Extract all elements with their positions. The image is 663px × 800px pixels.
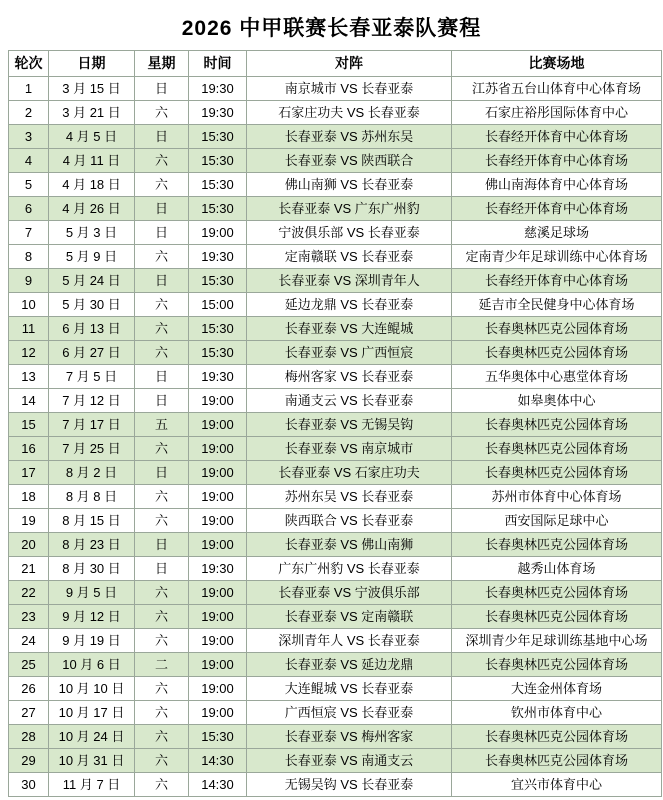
cell-time: 19:30 <box>189 245 247 269</box>
cell-venue: 钦州市体育中心 <box>452 701 662 725</box>
cell-time: 19:00 <box>189 581 247 605</box>
cell-weekday: 日 <box>135 77 189 101</box>
cell-time: 15:30 <box>189 149 247 173</box>
column-header-date: 日期 <box>49 51 135 77</box>
cell-time: 19:30 <box>189 365 247 389</box>
cell-venue: 长春奥林匹克公园体育场 <box>452 605 662 629</box>
table-body <box>9 77 662 797</box>
cell-date: 8 月 30 日 <box>49 557 135 581</box>
cell-weekday: 六 <box>135 605 189 629</box>
cell-weekday: 六 <box>135 629 189 653</box>
cell-time: 15:30 <box>189 317 247 341</box>
table-row <box>9 293 662 317</box>
cell-match: 宁波俱乐部 VS 长春亚泰 <box>247 221 452 245</box>
cell-date: 6 月 27 日 <box>49 341 135 365</box>
cell-date: 7 月 17 日 <box>49 413 135 437</box>
table-row <box>9 605 662 629</box>
cell-time: 19:00 <box>189 509 247 533</box>
cell-match: 长春亚泰 VS 定南赣联 <box>247 605 452 629</box>
cell-time: 19:00 <box>189 677 247 701</box>
cell-round: 17 <box>9 461 49 485</box>
table-row <box>9 125 662 149</box>
cell-round: 6 <box>9 197 49 221</box>
cell-date: 9 月 5 日 <box>49 581 135 605</box>
cell-round: 29 <box>9 749 49 773</box>
cell-time: 19:00 <box>189 701 247 725</box>
cell-match: 长春亚泰 VS 南通支云 <box>247 749 452 773</box>
cell-date: 6 月 13 日 <box>49 317 135 341</box>
cell-time: 15:30 <box>189 269 247 293</box>
cell-round: 3 <box>9 125 49 149</box>
cell-time: 19:30 <box>189 77 247 101</box>
cell-time: 19:00 <box>189 461 247 485</box>
cell-venue: 长春奥林匹克公园体育场 <box>452 437 662 461</box>
cell-round: 7 <box>9 221 49 245</box>
cell-date: 10 月 10 日 <box>49 677 135 701</box>
cell-round: 24 <box>9 629 49 653</box>
cell-round: 10 <box>9 293 49 317</box>
cell-match: 长春亚泰 VS 苏州东吴 <box>247 125 452 149</box>
cell-round: 23 <box>9 605 49 629</box>
cell-venue: 长春奥林匹克公园体育场 <box>452 653 662 677</box>
cell-date: 8 月 15 日 <box>49 509 135 533</box>
header-row <box>9 51 662 77</box>
cell-date: 3 月 21 日 <box>49 101 135 125</box>
cell-venue: 石家庄裕彤国际体育中心 <box>452 101 662 125</box>
cell-time: 19:30 <box>189 557 247 581</box>
column-header-round: 轮次 <box>9 51 49 77</box>
table-row <box>9 173 662 197</box>
cell-round: 11 <box>9 317 49 341</box>
cell-date: 4 月 18 日 <box>49 173 135 197</box>
table-row <box>9 701 662 725</box>
cell-round: 18 <box>9 485 49 509</box>
cell-date: 3 月 15 日 <box>49 77 135 101</box>
table-row <box>9 557 662 581</box>
cell-venue: 长春经开体育中心体育场 <box>452 125 662 149</box>
cell-venue: 定南青少年足球训练中心体育场 <box>452 245 662 269</box>
cell-venue: 长春经开体育中心体育场 <box>452 149 662 173</box>
cell-date: 10 月 24 日 <box>49 725 135 749</box>
table-row <box>9 77 662 101</box>
cell-round: 9 <box>9 269 49 293</box>
table-row <box>9 485 662 509</box>
table-row <box>9 197 662 221</box>
cell-venue: 长春奥林匹克公园体育场 <box>452 725 662 749</box>
cell-venue: 如皋奥体中心 <box>452 389 662 413</box>
cell-date: 5 月 9 日 <box>49 245 135 269</box>
table-row <box>9 509 662 533</box>
cell-weekday: 日 <box>135 365 189 389</box>
cell-weekday: 六 <box>135 677 189 701</box>
cell-match: 长春亚泰 VS 宁波俱乐部 <box>247 581 452 605</box>
cell-match: 长春亚泰 VS 南京城市 <box>247 437 452 461</box>
cell-match: 苏州东吴 VS 长春亚泰 <box>247 485 452 509</box>
cell-round: 1 <box>9 77 49 101</box>
cell-time: 15:30 <box>189 125 247 149</box>
cell-time: 19:00 <box>189 389 247 413</box>
cell-date: 10 月 6 日 <box>49 653 135 677</box>
table-row <box>9 413 662 437</box>
cell-weekday: 六 <box>135 701 189 725</box>
cell-date: 7 月 12 日 <box>49 389 135 413</box>
cell-venue: 五华奥体中心惠堂体育场 <box>452 365 662 389</box>
cell-round: 8 <box>9 245 49 269</box>
cell-venue: 苏州市体育中心体育场 <box>452 485 662 509</box>
cell-time: 15:00 <box>189 293 247 317</box>
cell-match: 长春亚泰 VS 梅州客家 <box>247 725 452 749</box>
cell-weekday: 日 <box>135 197 189 221</box>
cell-weekday: 六 <box>135 101 189 125</box>
cell-venue: 西安国际足球中心 <box>452 509 662 533</box>
cell-match: 石家庄功夫 VS 长春亚泰 <box>247 101 452 125</box>
cell-weekday: 六 <box>135 725 189 749</box>
cell-round: 27 <box>9 701 49 725</box>
cell-venue: 佛山南海体育中心体育场 <box>452 173 662 197</box>
cell-time: 19:00 <box>189 533 247 557</box>
cell-round: 21 <box>9 557 49 581</box>
cell-time: 19:00 <box>189 605 247 629</box>
cell-weekday: 六 <box>135 293 189 317</box>
cell-weekday: 六 <box>135 581 189 605</box>
cell-weekday: 六 <box>135 317 189 341</box>
cell-venue: 深圳青少年足球训练基地中心场 <box>452 629 662 653</box>
cell-round: 26 <box>9 677 49 701</box>
cell-venue: 长春奥林匹克公园体育场 <box>452 581 662 605</box>
cell-date: 8 月 23 日 <box>49 533 135 557</box>
cell-match: 长春亚泰 VS 广东广州豹 <box>247 197 452 221</box>
cell-venue: 大连金州体育场 <box>452 677 662 701</box>
table-row <box>9 317 662 341</box>
table-row <box>9 149 662 173</box>
schedule-table <box>8 50 662 797</box>
cell-time: 15:30 <box>189 173 247 197</box>
cell-match: 定南赣联 VS 长春亚泰 <box>247 245 452 269</box>
cell-weekday: 六 <box>135 509 189 533</box>
cell-weekday: 日 <box>135 557 189 581</box>
table-row <box>9 269 662 293</box>
column-header-venue: 比赛场地 <box>452 51 662 77</box>
cell-date: 4 月 5 日 <box>49 125 135 149</box>
table-row <box>9 437 662 461</box>
cell-match: 长春亚泰 VS 广西恒宸 <box>247 341 452 365</box>
cell-date: 4 月 11 日 <box>49 149 135 173</box>
cell-match: 无锡吴钩 VS 长春亚泰 <box>247 773 452 797</box>
cell-match: 长春亚泰 VS 佛山南狮 <box>247 533 452 557</box>
cell-match: 南京城市 VS 长春亚泰 <box>247 77 452 101</box>
cell-round: 20 <box>9 533 49 557</box>
cell-weekday: 日 <box>135 533 189 557</box>
cell-match: 陕西联合 VS 长春亚泰 <box>247 509 452 533</box>
cell-round: 22 <box>9 581 49 605</box>
page-title: 2026 中甲联赛长春亚泰队赛程 <box>181 17 482 40</box>
cell-venue: 江苏省五台山体育中心体育场 <box>452 77 662 101</box>
table-row <box>9 389 662 413</box>
cell-round: 13 <box>9 365 49 389</box>
table-row <box>9 341 662 365</box>
cell-date: 10 月 31 日 <box>49 749 135 773</box>
cell-date: 5 月 3 日 <box>49 221 135 245</box>
cell-venue: 长春奥林匹克公园体育场 <box>452 413 662 437</box>
cell-time: 19:30 <box>189 101 247 125</box>
cell-time: 14:30 <box>189 749 247 773</box>
cell-venue: 长春奥林匹克公园体育场 <box>452 341 662 365</box>
table-row <box>9 461 662 485</box>
cell-round: 19 <box>9 509 49 533</box>
cell-match: 长春亚泰 VS 深圳青年人 <box>247 269 452 293</box>
cell-time: 19:00 <box>189 413 247 437</box>
cell-round: 28 <box>9 725 49 749</box>
column-header-time: 时间 <box>189 51 247 77</box>
table-row <box>9 581 662 605</box>
cell-round: 5 <box>9 173 49 197</box>
table-header <box>9 51 662 77</box>
cell-date: 11 月 7 日 <box>49 773 135 797</box>
cell-weekday: 六 <box>135 173 189 197</box>
cell-venue: 延吉市全民健身中心体育场 <box>452 293 662 317</box>
cell-weekday: 六 <box>135 773 189 797</box>
cell-date: 10 月 17 日 <box>49 701 135 725</box>
cell-date: 9 月 12 日 <box>49 605 135 629</box>
cell-weekday: 五 <box>135 413 189 437</box>
cell-match: 广西恒宸 VS 长春亚泰 <box>247 701 452 725</box>
cell-time: 19:00 <box>189 221 247 245</box>
table-row <box>9 101 662 125</box>
cell-weekday: 六 <box>135 749 189 773</box>
cell-time: 15:30 <box>189 341 247 365</box>
cell-venue: 慈溪足球场 <box>452 221 662 245</box>
column-header-weekday: 星期 <box>135 51 189 77</box>
cell-round: 14 <box>9 389 49 413</box>
cell-match: 长春亚泰 VS 大连鲲城 <box>247 317 452 341</box>
cell-weekday: 日 <box>135 125 189 149</box>
cell-date: 7 月 5 日 <box>49 365 135 389</box>
cell-venue: 长春奥林匹克公园体育场 <box>452 533 662 557</box>
cell-venue: 长春奥林匹克公园体育场 <box>452 317 662 341</box>
cell-round: 15 <box>9 413 49 437</box>
cell-match: 长春亚泰 VS 石家庄功夫 <box>247 461 452 485</box>
table-row <box>9 629 662 653</box>
cell-venue: 长春奥林匹克公园体育场 <box>452 749 662 773</box>
cell-round: 25 <box>9 653 49 677</box>
cell-date: 8 月 8 日 <box>49 485 135 509</box>
cell-match: 深圳青年人 VS 长春亚泰 <box>247 629 452 653</box>
cell-weekday: 日 <box>135 269 189 293</box>
cell-time: 19:00 <box>189 485 247 509</box>
table-row <box>9 749 662 773</box>
cell-date: 4 月 26 日 <box>49 197 135 221</box>
cell-date: 5 月 30 日 <box>49 293 135 317</box>
cell-time: 14:30 <box>189 773 247 797</box>
table-row <box>9 245 662 269</box>
cell-match: 佛山南狮 VS 长春亚泰 <box>247 173 452 197</box>
cell-weekday: 日 <box>135 221 189 245</box>
cell-match: 大连鲲城 VS 长春亚泰 <box>247 677 452 701</box>
table-row <box>9 221 662 245</box>
table-row <box>9 773 662 797</box>
column-header-match: 对阵 <box>247 51 452 77</box>
cell-date: 5 月 24 日 <box>49 269 135 293</box>
table-row <box>9 533 662 557</box>
cell-time: 15:30 <box>189 197 247 221</box>
cell-weekday: 六 <box>135 437 189 461</box>
table-row <box>9 677 662 701</box>
cell-venue: 长春经开体育中心体育场 <box>452 269 662 293</box>
cell-match: 梅州客家 VS 长春亚泰 <box>247 365 452 389</box>
cell-date: 9 月 19 日 <box>49 629 135 653</box>
cell-time: 19:00 <box>189 629 247 653</box>
cell-match: 长春亚泰 VS 延边龙鼎 <box>247 653 452 677</box>
cell-time: 19:00 <box>189 653 247 677</box>
table-row <box>9 653 662 677</box>
cell-match: 南通支云 VS 长春亚泰 <box>247 389 452 413</box>
cell-date: 7 月 25 日 <box>49 437 135 461</box>
cell-round: 12 <box>9 341 49 365</box>
cell-round: 30 <box>9 773 49 797</box>
table-row <box>9 365 662 389</box>
cell-venue: 长春奥林匹克公园体育场 <box>452 461 662 485</box>
cell-weekday: 六 <box>135 245 189 269</box>
table-row <box>9 725 662 749</box>
cell-weekday: 日 <box>135 461 189 485</box>
cell-weekday: 二 <box>135 653 189 677</box>
cell-weekday: 六 <box>135 341 189 365</box>
cell-round: 4 <box>9 149 49 173</box>
cell-time: 15:30 <box>189 725 247 749</box>
cell-round: 16 <box>9 437 49 461</box>
cell-match: 广东广州豹 VS 长春亚泰 <box>247 557 452 581</box>
cell-match: 长春亚泰 VS 无锡吴钩 <box>247 413 452 437</box>
cell-weekday: 六 <box>135 149 189 173</box>
cell-round: 2 <box>9 101 49 125</box>
cell-time: 19:00 <box>189 437 247 461</box>
cell-match: 长春亚泰 VS 陕西联合 <box>247 149 452 173</box>
cell-venue: 越秀山体育场 <box>452 557 662 581</box>
cell-date: 8 月 2 日 <box>49 461 135 485</box>
cell-match: 延边龙鼎 VS 长春亚泰 <box>247 293 452 317</box>
cell-venue: 长春经开体育中心体育场 <box>452 197 662 221</box>
cell-weekday: 六 <box>135 485 189 509</box>
cell-weekday: 日 <box>135 389 189 413</box>
cell-venue: 宜兴市体育中心 <box>452 773 662 797</box>
